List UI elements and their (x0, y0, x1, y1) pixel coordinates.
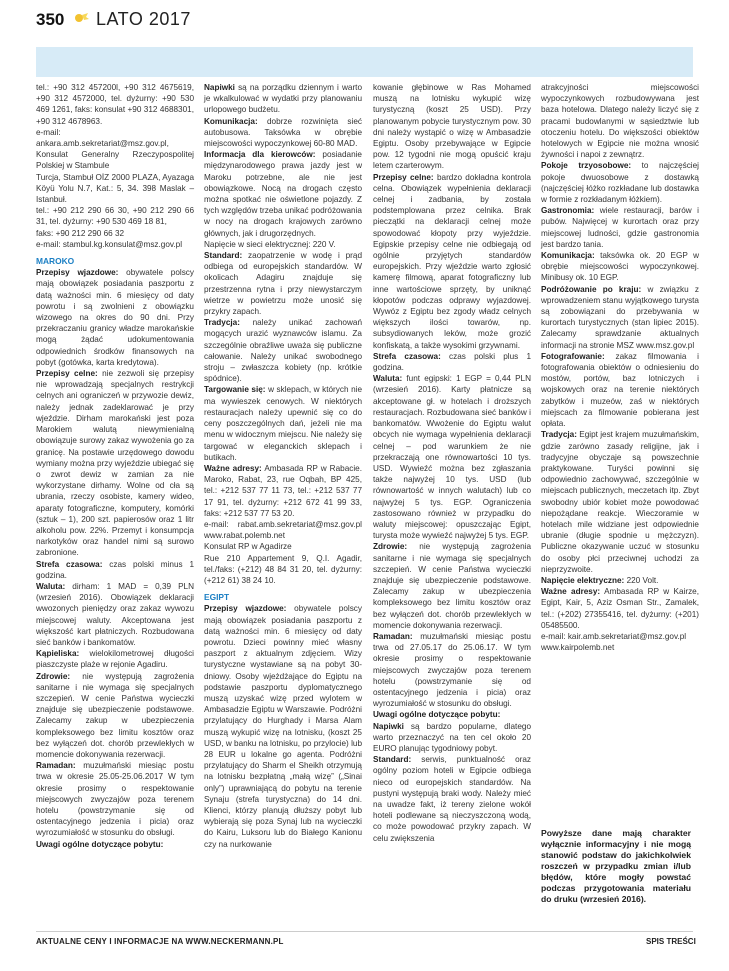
paragraph-label: Ramadan: (36, 761, 76, 771)
paragraph (36, 760, 194, 838)
paragraph-text: zaopatrzenie w wodę i prąd odbiega od europejskich standardów. W okolicach Adagiru znajduje się przestrzenna rytna i przy niewystarczym wietrze w powietrzu może unosić się przykry zapach. (204, 251, 362, 317)
paragraph-text: czas polski plus 1 godzina. (373, 351, 531, 373)
paragraph-text: atrakcyjności miejscowości wypoczynkowych rozbudowywana jest baza hotelowa. Dlatego należy liczyć się z pracami budowlanymi w sąsiedztwie lub otoczeniu hotelu. Do większości obiektów hotelowych w Egipcie nie można wnosić żywności i napoi z zewnątrz. (541, 83, 699, 160)
page-number: 350 (36, 10, 65, 29)
section-heading: MAROKO (36, 256, 75, 267)
paragraph (541, 284, 699, 351)
paragraph (36, 127, 194, 172)
table-of-contents-link[interactable]: SPIS TREŚCI (646, 937, 696, 946)
text-column-4 (541, 82, 699, 653)
paragraph-text: nie zezwoli się przepisy nie wprowadzają specjalnych restrykcji celnych ani ograniczeń w przywozie dewiz, należy jednak zadeklarować je przy wjeździe. Dirham marokański jest poza Marokiem walutą niewymienialną obowiązuje surowy zakaz wywożenia go za granicę. Na postawie urzędowego dowodu wymiany można przy wyjeździe ubiegać się o zwrot dewiz w zamian za nie wykorzystane dirhamy. Wolne od cła są ubrania, rzeczy osobiste, kamery wideo, aparaty fotograficzne, komputery, komórki (sztuk – 1), 200 szt. papierosów oraz 1 litr alkoholu pow. 22%. Przemyt i konsumpcja narkotyków oraz handel nimi są surowo zabronione. (36, 369, 194, 558)
paragraph (36, 368, 194, 558)
section-heading: EGIPT (204, 592, 230, 603)
paragraph (541, 575, 699, 586)
disclaimer-note: Powyższe dane mają charakter wyłącznie informacyjny i nie mogą stanowić podstaw do jakichkolwiek roszczeń w przypadku zmian i/lub błędów, które mogły powstać podczas przygotowania materiału do druku (wrzesień 2016). (541, 828, 691, 904)
paragraph-text: Napięcie w sieci elektrycznej: 220 V. (204, 239, 336, 249)
paragraph (204, 116, 362, 150)
paragraph (373, 351, 531, 373)
paragraph (204, 149, 362, 239)
paragraph-text: e-mail: rabat.amb.sekretariat@msz.gov.pl www.rabat.polemb.net (204, 519, 362, 541)
paragraph (541, 160, 699, 205)
page-header (0, 0, 729, 50)
paragraph-text: funt egipski: 1 EGP = 0,44 PLN (wrzesień 2016). Karty płatnicze są akceptowane gł. w hotelach i droższych restauracjach. Rozbudowana sieć banków i bankomatów. Wwożenie do Egiptu walut obcych nie wymaga wypełnienia deklaracji celnej – pod warunkiem że nie przekraczają one równowartości 10 tys. USD. Wywieźć można bez zgłaszania także najwyżej 10 tys. USD (lub równowartość w innych walutach) lub co najwyżej 5 tys. EGP. Ograniczenia zastosowano również w przypadku do waluty miejscowej: opuszczając Egipt, turysta może wywieźć najwyżej 5 tys. EGP. (373, 374, 531, 541)
paragraph-text: dirham: 1 MAD = 0,39 PLN (wrzesień 2016). Obowiązek deklaracji wwozonych pieniędzy oraz zakaz wywozu miejscowej waluty. Akceptowana jest większość kart płatniczych. Rozbudowana sieć banków i bankomatów. (36, 581, 194, 647)
paragraph-text: posiadanie międzynarodowego prawa jazdy jest w Maroku potrzebne, ale nie jest obowiązkowe. Nocą na drogach często można spotkać nie oświetlone pojazdy. Z tych względów trzeba unikać podróżowania w nocy na drogach krajowych zarówno głównych, jak i drugorzędnych. (204, 150, 362, 238)
paragraph (204, 553, 362, 587)
paragraph-label: Strefa czasowa: (36, 559, 103, 569)
paragraph (204, 250, 362, 317)
paragraph (541, 631, 699, 642)
paragraph-text: obywatele polscy mają obowiązek posiadania paszportu z datą ważności min. 6 miesięcy od daty powrotu i są zwolnieni z obowiązku wizowego na okres do 90 dni. Przy przekraczaniu granicy władze marokańskie mogą żądać udokumentowania odpowiednich środków finansowych na pobyt (gotówka, karta kredytowa). (36, 268, 194, 367)
paragraph-label: Podróżowanie po kraju: (541, 284, 642, 294)
footer-divider (36, 931, 693, 932)
paragraph-text: są na porządku dziennym i warto je wkalkulować w wydatki przy planowaniu urlopowego budżetu. (204, 83, 362, 115)
paragraph (36, 228, 194, 239)
paragraph (541, 205, 699, 250)
season-title: LATO 2017 (96, 9, 191, 29)
paragraph-text: w związku z wprowadzeniem stanu wyjątkowego turysta są zobowiązani do przebywania w kurortach turystycznych (stan lipiec 2015). Zalecamy sprawdzanie aktualnych informacji na stronie MSZ www.msz.gov.pl (541, 284, 699, 350)
paragraph-text: w sklepach, w których nie ma wywieszek cenowych. W niektórych restauracjach należy upewnić się co do ceny poszczególnych dań, jeżeli nie ma menu w widocznym miejscu. Nie należy się targować w eleganckich sklepach i butikach. (204, 385, 362, 462)
paragraph (36, 267, 194, 368)
paragraph-text: tel.: +90 312 457200l, +90 312 4675619, +90 312 4572000, tel. dyżurny: +90 530 469 1261, faks: konsulat +90 312 4688301, +90 312 4678963. (36, 83, 194, 126)
paragraph-label: Uwagi ogólne dotyczące pobytu: (36, 839, 164, 849)
paragraph-label: Standard: (373, 755, 412, 765)
header-band (36, 47, 693, 77)
sun-icon (73, 12, 89, 23)
paragraph-label: Targowanie się: (204, 385, 266, 395)
text-column-3 (373, 82, 531, 844)
paragraph-text: serwis, punktualność oraz ogólny poziom hoteli w Egipcie odbiega nieco od europejskich standardów. Na pustyni występują braki wody. Należy mieć na uwadze fakt, iż tereny zielone wokół hoteli podlewane są nieczyszczoną wodą, co może powodować przykry zapach. W celu zwiększenia (373, 755, 531, 843)
paragraph-label: Ważne adresy: (541, 587, 601, 597)
paragraph-text: muzułmański miesiąc postu trwa od 27.05.17 do 25.06.17. W tym okresie prosimy o respektowanie miejscowych zwyczajów poza terenem hotelu (powstrzymanie się od ostentacyjnego jedzenia i picia) oraz wyrozumiałość w stosunku do obsługi. (373, 631, 531, 709)
paragraph (36, 172, 194, 206)
paragraph (373, 754, 531, 844)
paragraph-text: bardzo dokładna kontrola celna. Obowiązek wypełnienia deklaracji celnej i zadbania, by została podstemplowana przez celnika. Brak pieczątki na deklaracji celnej może spowodować kłopoty przy wyjeździe. Egipskie przepisy celne nie odbiegają od ogólnie przyjętych standardów europejskich. Przy wjeździe warto zgłosić kamerę filmową, aparat fotograficzny lub inne wartościowe sprzęty, by uniknąć kłopotów podczas odprawy wyjazdowej. Wywóz z Egiptu bez zgody władz celnych większych ilości towarów, np. subsydiowanych leków, może grozić konfiskatą, a także wysokimi grzywnami. (373, 172, 531, 350)
text-column-2 (204, 82, 362, 850)
paragraph-text: dobrze rozwinięta sieć autobusowa. Taksówka w obrębie miejscowości wypoczynkowej 60-80 MAD. (204, 116, 362, 149)
paragraph-text: to najczęściej pokoje dwuosobowe z dostawką (najczęściej łóżko rozkładane lub dostawka w formie z rozkładanym łóżkiem). (541, 161, 699, 205)
paragraph (541, 250, 699, 284)
paragraph (204, 519, 362, 541)
paragraph-text: kowanie głębinowe w Ras Mohamed muszą na lotnisku wykupić wizę turystyczną (koszt 25 USD). Przy planowanym pobycie turystycznym pow. 30 dni należy wystąpić o wizę w Ambasadzie Egiptu. Osoby przebywające w Egipcie pow. 12 tygodni nie mogą opuścić kraju letem czarterowym. (373, 83, 531, 171)
paragraph (36, 82, 194, 127)
paragraph (204, 463, 362, 519)
paragraph-text: zakaz filmowania i fotografowania obiektów o odniesieniu do mostów, portów, baz lotniczych i wojskowych oraz na terenie niektórych zabytków i muzeów, zaś w niektórych miejscach za filmowanie pobierana jest opłata. (541, 351, 699, 429)
paragraph-label: Komunikacja: (541, 251, 595, 261)
paragraph-label: Napięcie elektryczne: (541, 575, 625, 585)
website-link[interactable]: AKTUALNE CENY I INFORMACJE NA WWW.NECKERMANN.PL (36, 937, 284, 946)
paragraph-label: Przepisy wjazdowe: (204, 604, 287, 614)
paragraph-label: Tradycja: (541, 430, 577, 440)
paragraph (36, 648, 194, 670)
paragraph (541, 429, 699, 575)
paragraph-text: Egipt jest krajem muzułmańskim, gdzie zarówno zasady religijne, jak i tradycyjne obyczaje są powszechnie praktykowane. Turyści powinni się odpowiednio zachowywać, szczególnie w miejscach publicznych, meczetach itp. Zbyt swobodny ubiór kobiet może powodować niepożądane reakcje. Wieczoramie w hotelach mile widziane jest odpowiednie ubranie (długie spodnie u mężczyzn). Publiczne okazywanie uczuć w stosunku do osoby płci przeciwnej uchodzi za nieprzyzwoite. (541, 430, 699, 574)
paragraph (36, 239, 194, 250)
paragraph-label: Zdrowie: (373, 542, 408, 552)
paragraph-label: Napiwki (204, 83, 235, 92)
paragraph-label: Waluta: (36, 581, 66, 591)
paragraph (373, 709, 531, 720)
paragraph-text: Konsulat RP w Agadirze (204, 542, 292, 552)
paragraph (373, 82, 531, 172)
paragraph (36, 671, 194, 761)
paragraph (541, 351, 699, 429)
paragraph-text: 220 Volt. (624, 575, 659, 585)
paragraph (204, 603, 362, 849)
paragraph-label: Ramadan: (373, 631, 413, 641)
paragraph-text: e-mail: stambul.kg.konsulat@msz.gov.pl (36, 239, 183, 249)
paragraph-text: taksówka ok. 20 EGP w obrębie miejscowości wypoczynkowej. Minibusy ok. 10 EGP. (541, 251, 699, 283)
paragraph (204, 239, 362, 250)
paragraph-label: Kąpieliska: (36, 649, 80, 659)
paragraph-label: Zdrowie: (36, 671, 71, 681)
paragraph-label: Ważne adresy: (204, 463, 262, 473)
paragraph-label: Przepisy celne: (36, 369, 98, 379)
text-column-1 (36, 82, 194, 850)
paragraph (541, 82, 699, 160)
paragraph (36, 839, 194, 850)
paragraph (373, 373, 531, 541)
paragraph-text: nie występują zagrożenia sanitarne i nie wymaga się specjalnych szczepień. W cenie Państwa wycieczki znajduje się ubezpieczenie podstawowe. Zalecamy zakup w ubezpieczenia kompleksowego bez limitu kosztów oraz bez wyłączeń dot. chorób przewlekłych w momencie dokonywania rezerwacji. (36, 671, 194, 759)
paragraph-text: e-mail: kair.amb.sekretariat@msz.gov.pl (541, 631, 687, 641)
paragraph-label: Pokoje trzyosobowe: (541, 161, 632, 171)
paragraph (36, 581, 194, 648)
paragraph-text: wielokilometrowej długości piaszczyste plaże w rejonie Agadiru. (36, 649, 194, 670)
paragraph-label: Napiwki (373, 721, 404, 731)
paragraph-label: Komunikacja: (204, 116, 258, 126)
paragraph-text: www.kairpolemb.net (541, 643, 615, 653)
paragraph-label: Przepisy wjazdowe: (36, 268, 119, 278)
paragraph-label: Gastronomia: (541, 206, 595, 216)
paragraph (204, 317, 362, 384)
paragraph-text: Ambasada RP w Rabacie. Maroko, Rabat, 23, rue Oqbah, BP 425, tel.: +212 537 77 11 73, tel.: +212 537 77 17 91, tel. dyżurny: +212 672 41 99 33, faks: +212 537 77 53 20. (204, 463, 362, 518)
paragraph (204, 82, 362, 116)
paragraph-text: e-mail: ankara.amb.sekretariat@msz.gov.pl, Konsulat Generalny Rzeczypospolitej Polskiej w Stambule (36, 127, 194, 171)
paragraph (36, 205, 194, 227)
paragraph-label: Informacja dla kierowców: (204, 150, 316, 160)
paragraph-text: wiele restauracji, barów i pubów. Najwięcej w kurortach oraz przy miejscowej ludności, gdzie gastronomia jest bardzo tania. (541, 206, 699, 249)
paragraph (36, 559, 194, 581)
paragraph-text: faks: +90 212 290 66 32 (36, 228, 125, 238)
paragraph (541, 586, 699, 631)
paragraph (373, 631, 531, 709)
paragraph (373, 541, 531, 631)
paragraph (204, 384, 362, 462)
paragraph-text: Turcja, Stambuł OİZ 2000 PLAZA, Ayazaga Köyü Yolu N.7, Kat.: 5, 34. 398 Maslak – Istanbuł. (36, 172, 194, 205)
paragraph-text: są bardzo popularne, dlatego warto przeznaczyć na ten cel około 20 EURO planując tygodniowy pobyt. (373, 721, 531, 753)
paragraph-label: Waluta: (373, 374, 403, 384)
paragraph (373, 721, 531, 755)
paragraph-label: Fotografowanie: (541, 351, 605, 361)
paragraph (373, 172, 531, 351)
paragraph-label: Przepisy celne: (373, 172, 434, 182)
paragraph-label: Tradycja: (204, 318, 240, 328)
paragraph-text: tel.: +90 212 290 66 30, +90 212 290 66 31, tel. dyżurny: +90 530 469 18 81, (36, 206, 194, 227)
paragraph-label: Standard: (204, 251, 243, 261)
paragraph-label: Strefa czasowa: (373, 351, 441, 361)
paragraph-label: Uwagi ogólne dotyczące pobytu: (373, 710, 501, 720)
paragraph-text: nie występują zagrożenia sanitarne i nie wymaga się specjalnych szczepień. W cenie Państwa wycieczki znajduje się ubezpieczenie podstawowe. Zalecamy zakup w ubezpieczenia kompleksowego bez limitu kosztów oraz bez wyłączeń dot. chorób przewlekłych w momencie dokonywania rezerwacji. (373, 542, 531, 630)
paragraph-text: muzułmański miesiąc postu trwa w okresie 25.05-25.06.2017 W tym okresie prosimy o respektowanie miejscowych zwyczajów poza terenem hotelu (powstrzymanie się od ostentacyjnego jedzenia i picia) oraz wyrozumiałość w stosunku do obsługi. (36, 761, 194, 838)
paragraph-text: Ambasada RP w Kairze, Egipt, Kair, 5, Aziz Osman Str., Zamalek, tel.: (+202) 27355416, tel. dyżurny: (+201) 05485500. (541, 587, 699, 630)
paragraph (204, 541, 362, 552)
paragraph (541, 642, 699, 653)
paragraph-text: Rue 210 Appartement 9, Q.I. Agadir, tel./faks: (+212) 48 84 31 20, tel. dyżurny: (+212 61) 38 24 10. (204, 553, 362, 585)
paragraph-text: czas polski minus 1 godzina. (36, 559, 195, 580)
paragraph-text: obywatele polscy mają obowiązek posiadania paszportu z datą ważności min. 6 miesięcy od daty powrotu. Dzieci powinny mieć własny paszport z aktualnym zdjęciem. Wizy turystyczne wystawiane są na pobyt 30-dniowy. Osoby wjeżdżające do Egiptu na podstawie paszportu dyplomatycznego muszą uzyskać wizę przed wylotem w Ambasadzie Egiptu w Warszawie. Podróżni przylatujący do Hurghady i Marsa Alam muszą wykupić wizę na lotnisku, (koszt 25 USD, w banku na lotnisku, po przylocie) lub 28 EUR u lokalne go agenta. Podróżni przylatujący do Sharm el Sheikh otrzymują na lotnisku bezpłatną „małą wizę” („Sinai only”) uprawniającą do pobytu na terenie Synaju (strefa turystyczna) do 14 dni. Klienci, którzy planują dłuższy pobyt lub wybierają się poza Synaj lub na wycieczki do Kairu, Luksoru lub do Białego Kanionu czy na nurkowanie (204, 604, 362, 849)
paragraph-text: należy unikać zachowań mogących urazić wyznawców islamu. Za szczególnie obraźliwe uważa się publiczne całowanie. Należy unikać swobodnego stroju – zwłaszcza kobiety (np. krótkie spódnice). (204, 318, 362, 384)
